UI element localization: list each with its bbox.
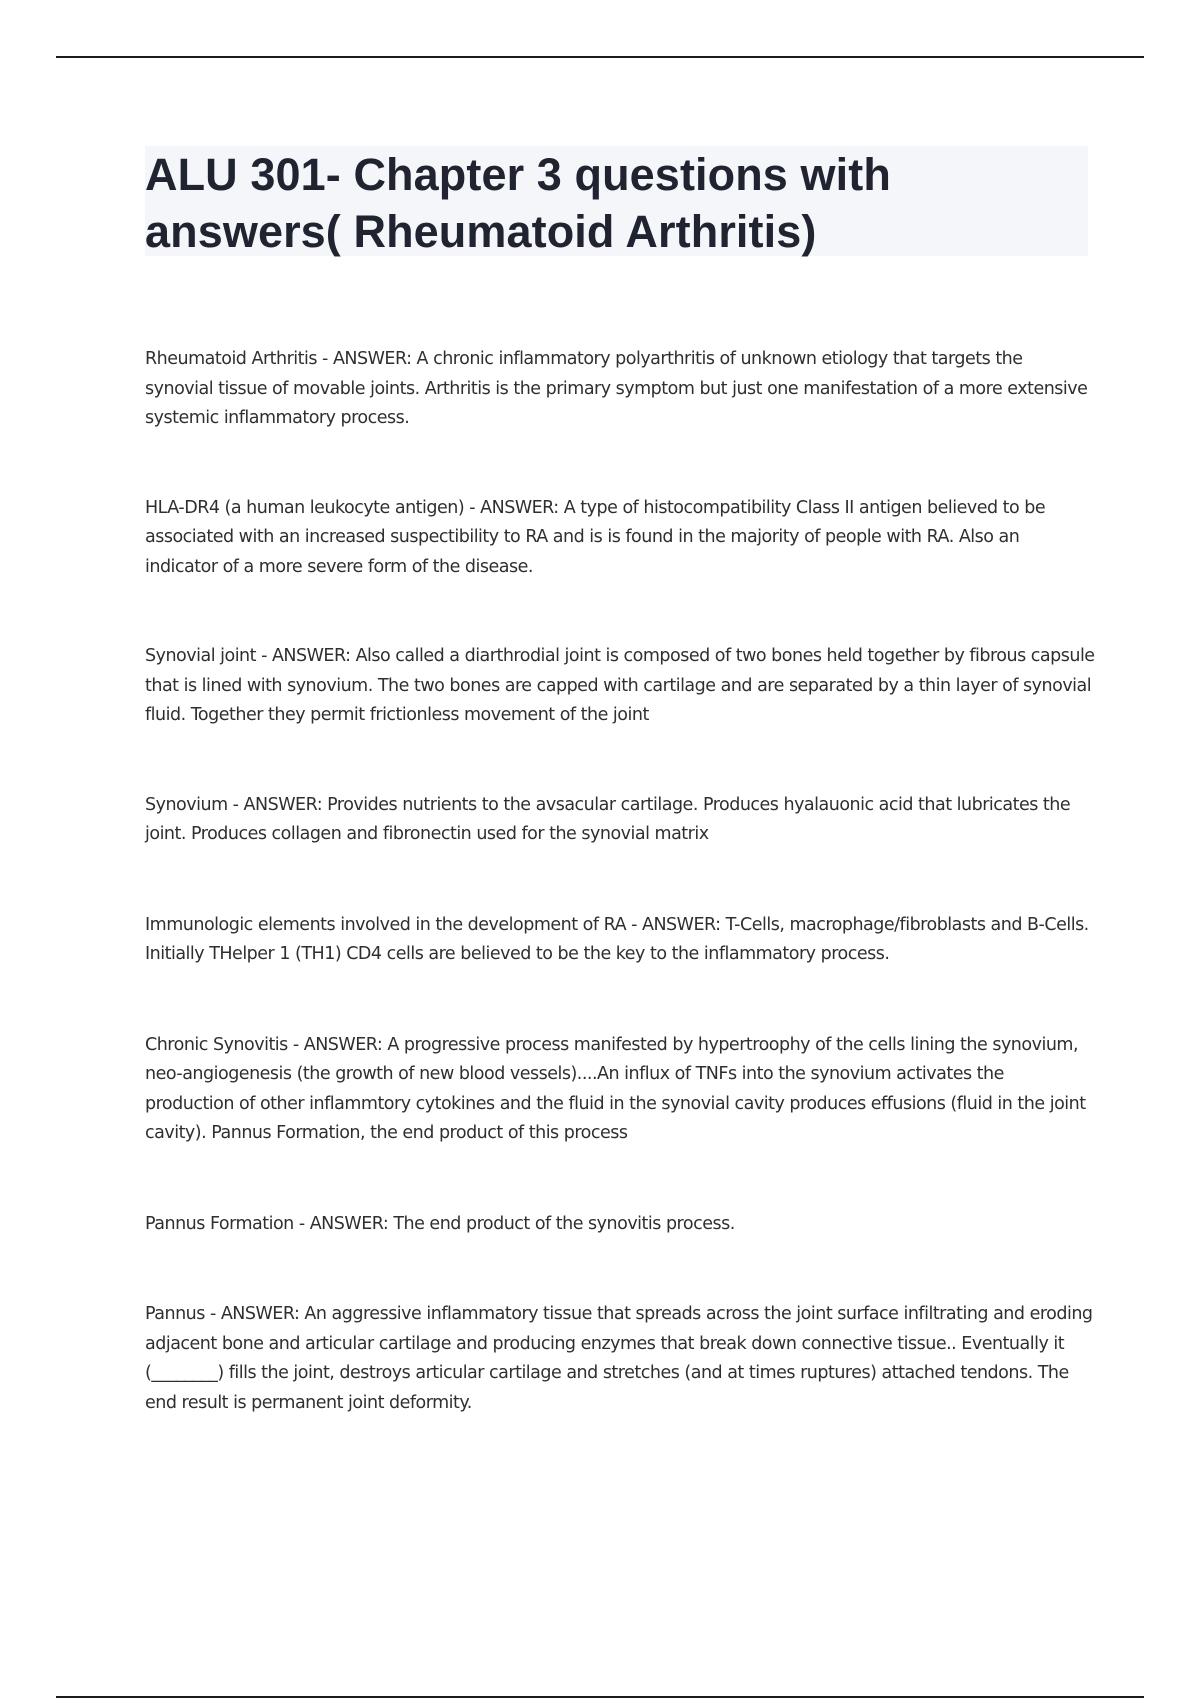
qa-item-pannus: Pannus - ANSWER: An aggressive inflammatory tissue that spreads across the joint surface infiltrating and eroding adjacent bone and articular cartilage and producing enzymes that break down connective tissue.. Eventually it (________) fills the joint, destroys articular cartilage and stretches (and at times ruptures) attached tendons. The end result is permanent joint deformity. <box>145 1304 1093 1413</box>
qa-item-synovium: Synovium - ANSWER: Provides nutrients to the avsacular cartilage. Produces hyalauonic acid that lubricates the joint. Produces collagen and fibronectin used for the synovial matrix <box>145 794 1071 844</box>
bottom-rule <box>56 1696 1144 1698</box>
document-title: ALU 301- Chapter 3 questions with answers( Rheumatoid Arthritis) <box>145 149 891 257</box>
title-block <box>145 146 1088 256</box>
qa-item-synovial-joint: Synovial joint - ANSWER: Also called a diarthrodial joint is composed of two bones held together by fibrous capsule that is lined with synovium. The two bones are capped with cartilage and are separated by a thin layer of synovial fluid. Together they permit frictionless movement of the joint <box>145 646 1095 725</box>
top-rule <box>56 56 1144 58</box>
qa-item-hla-dr4: HLA-DR4 (a human leukocyte antigen) - ANSWER: A type of histocompatibility Class II antigen believed to be associated with an increased suspectibility to RA and is is found in the majority of people with RA. Also an indicator of a more severe form of the disease. <box>145 497 1046 577</box>
qa-item-rheumatoid-arthritis: Rheumatoid Arthritis - ANSWER: A chronic inflammatory polyarthritis of unknown etiology that targets the synovial tissue of movable joints. Arthritis is the primary symptom but just one manifestation of a more extensive systemic inflammatory process. <box>145 349 1088 428</box>
qa-item-immunologic-elements: Immunologic elements involved in the development of RA - ANSWER: T-Cells, macrophage/fibroblasts and B-Cells. Initially THelper 1 (TH1) CD4 cells are believed to be the key to the inflammatory process. <box>145 914 1089 964</box>
qa-item-chronic-synovitis: Chronic Synovitis - ANSWER: A progressive process manifested by hypertroophy of the cells lining the synovium, neo-angiogenesis (the growth of new blood vessels)....An influx of TNFs into the synovium activates the production of other inflammtory cytokines and the fluid in the synovial cavity produces effusions (fluid in the joint cavity). Pannus Formation, the end product of this process <box>145 1034 1086 1143</box>
qa-item-pannus-formation: Pannus Formation - ANSWER: The end product of the synovitis process. <box>145 1213 735 1234</box>
qa-list <box>145 345 1095 1418</box>
